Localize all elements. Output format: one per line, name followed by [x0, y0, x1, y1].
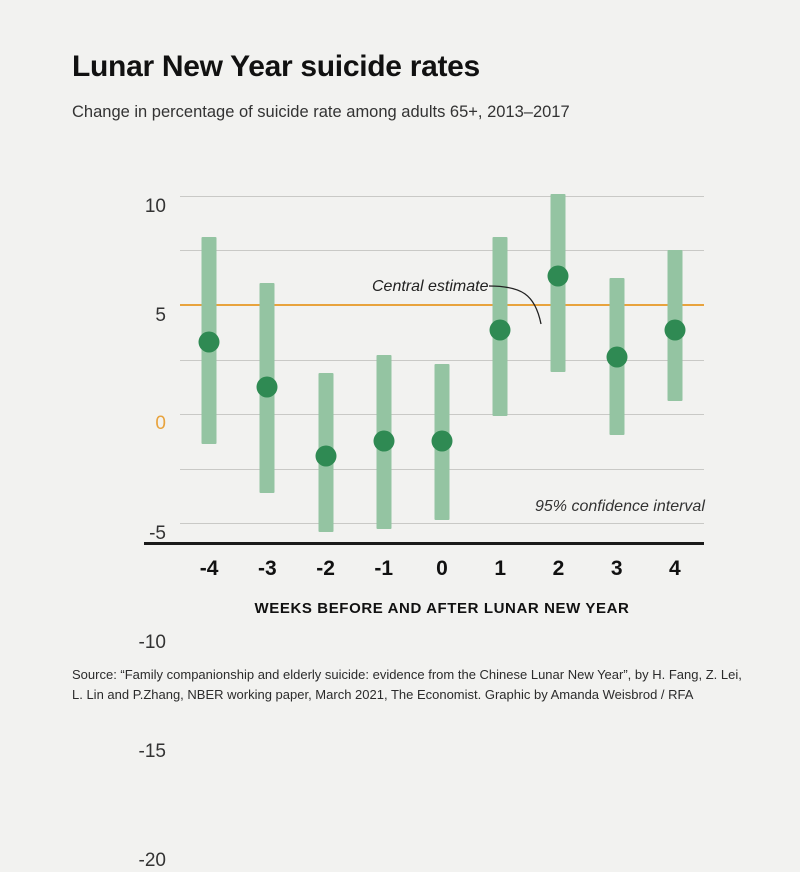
y-axis-tick-label: 5	[155, 304, 166, 326]
central-estimate-dot	[548, 265, 569, 286]
annotation-confidence-interval: 95% confidence interval	[535, 498, 705, 515]
x-axis-tick-label: 3	[610, 557, 623, 580]
central-estimate-dot	[490, 320, 511, 341]
x-axis-tick-label: -3	[257, 557, 277, 580]
central-estimate-dot	[199, 332, 220, 353]
central-estimate-dot	[664, 320, 685, 341]
central-estimate-dot	[373, 431, 394, 452]
zero-reference-line	[155, 304, 704, 434]
page-title: Lunar New Year suicide rates	[72, 50, 480, 83]
central-estimate-dot	[432, 431, 453, 452]
central-estimate-dot	[315, 445, 336, 466]
gridline	[144, 195, 704, 217]
x-axis-tick-label: 4	[669, 557, 681, 580]
x-axis-tick-label: 2	[552, 557, 565, 580]
y-axis-tick-label: -5	[149, 523, 166, 545]
page-subtitle: Change in percentage of suicide rate among adults 65+, 2013–2017	[72, 103, 570, 121]
x-axis-line	[180, 542, 704, 545]
annotation-central-estimate: Central estimate	[372, 278, 489, 295]
y-axis-tick-label: 10	[144, 195, 166, 217]
y-axis-tick-label: -15	[138, 741, 166, 763]
x-axis-tick-label: -1	[374, 557, 394, 580]
x-axis-tick-label: -4	[199, 557, 219, 580]
central-estimate-dot	[606, 347, 627, 368]
source-note: Source: “Family companionship and elderly suicide: evidence from the Chinese Lunar New Year”, by H. Fang, Z. Lei, L. Lin and P.Zhang, NBER working paper, March 2021, The Economist. Graphic by Amanda Weisbrod / RFA	[72, 667, 742, 703]
central-estimate-dot	[257, 376, 278, 397]
x-axis-tick-label: 0	[436, 557, 448, 580]
y-axis-tick-label: -10	[138, 632, 166, 654]
x-axis-tick-label: -2	[316, 557, 335, 580]
y-axis-tick-label: -20	[138, 850, 166, 872]
x-axis-label: WEEKS BEFORE AND AFTER LUNAR NEW YEAR	[254, 600, 630, 617]
y-axis-tick-label: 0	[155, 413, 166, 434]
x-axis-tick-label: 1	[494, 557, 507, 580]
